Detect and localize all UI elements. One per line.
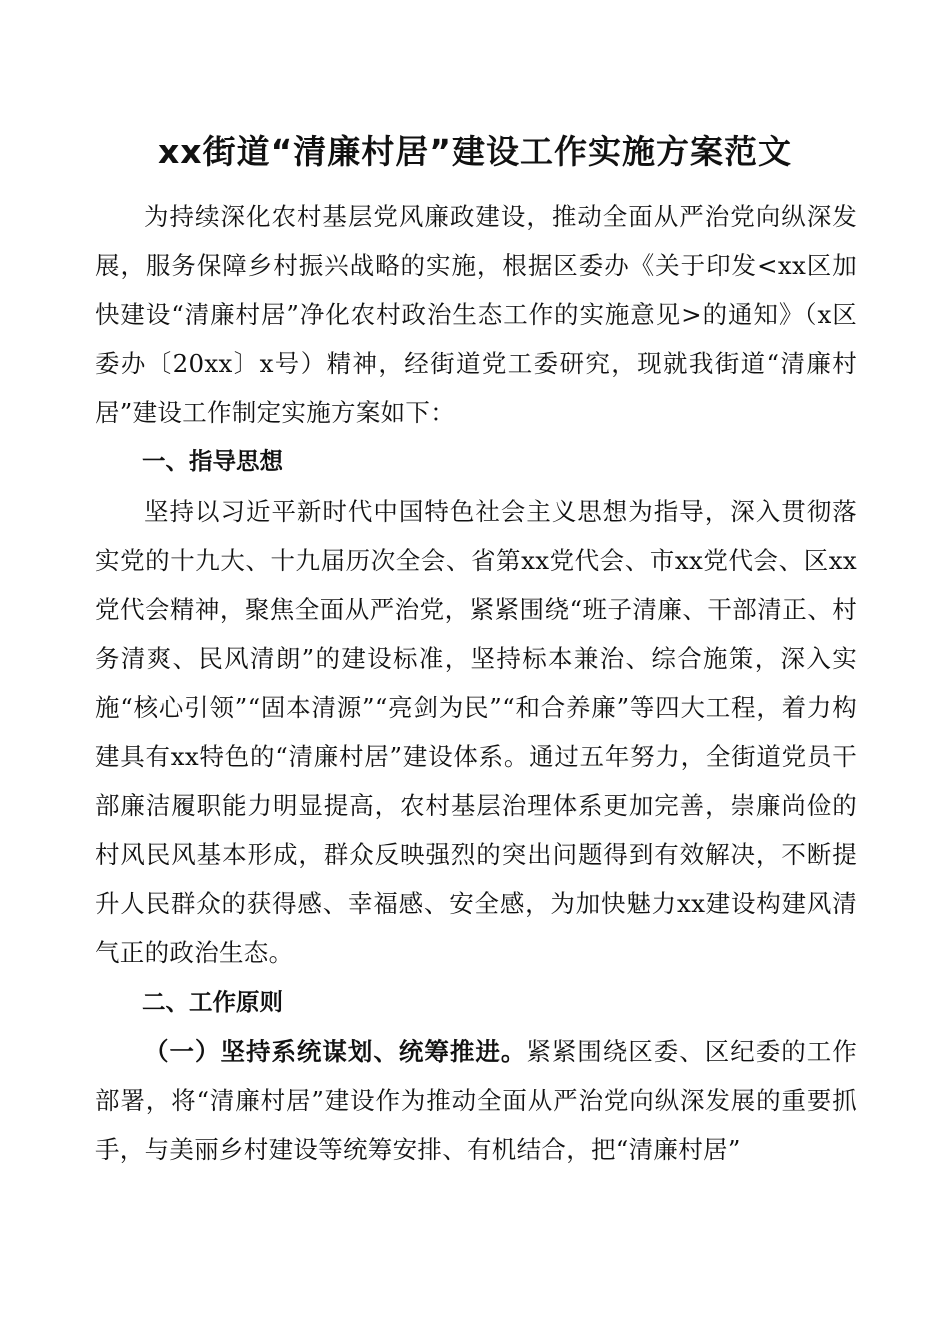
guiding-ideology-paragraph: 坚持以习近平新时代中国特色社会主义思想为指导，深入贯彻落实党的十九大、十九届历次全会、省第xx党代会、市xx党代会、区xx党代会精神，聚焦全面从严治党，紧紧围绕“班子清廉、干部清正、村务清爽、民风清朗”的建设标准，坚持标本兼治、综合施策，深入实施“核心引领”“固本清源”“亮剑为民”“和合养廉”等四大工程，着力构建具有xx特色的“清廉村居”建设体系。通过五年努力，全街道党员干部廉洁履职能力明显提高，农村基层治理体系更加完善，崇廉尚俭的村风民风基本形成，群众反映强烈的突出问题得到有效解决，不断提升人民群众的获得感、幸福感、安全感，为加快魅力xx建设构建风清气正的政治生态。 <box>95 496 857 968</box>
document-body <box>95 192 857 1174</box>
section-heading-guiding-ideology: 一、指导思想 <box>142 447 283 476</box>
section-heading-work-principles: 二、工作原则 <box>142 987 283 1016</box>
document-title: xx街道“清廉村居”建设工作实施方案范文 <box>158 132 792 171</box>
principle-item-1 <box>95 1027 857 1174</box>
principle-item-1-lead: （一）坚持系统谋划、统筹推进。 <box>144 1036 527 1066</box>
principle-item-1-body: 紧紧围绕区委、区纪委的工作部署，将“清廉村居”建设作为推动全面从严治党向纵深发展的重要抓手，与美丽乡村建设等统筹安排、有机结合，把“清廉村居” <box>95 1036 857 1164</box>
intro-paragraph: 为持续深化农村基层党风廉政建设，推动全面从严治党向纵深发展，服务保障乡村振兴战略的实施，根据区委办《关于印发<xx区加快建设“清廉村居”净化农村政治生态工作的实施意见>的通知》（x区委办〔20xx〕x号）精神，经街道党工委研究，现就我街道“清廉村居”建设工作制定实施方案如下： <box>95 202 857 428</box>
